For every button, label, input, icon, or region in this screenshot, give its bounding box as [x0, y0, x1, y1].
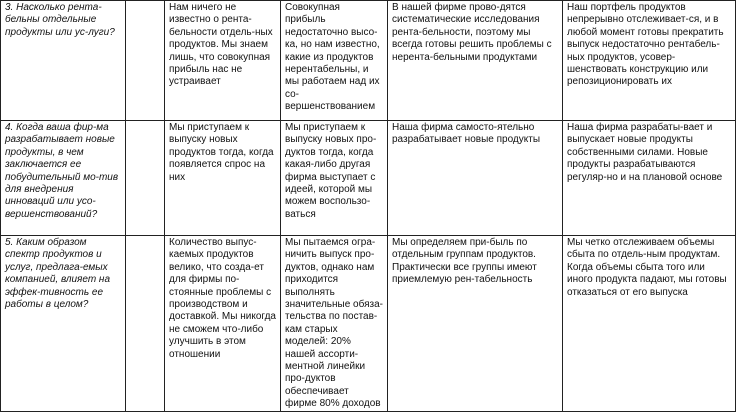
answer-cell: [165, 236, 281, 412]
question-text: 4. Когда ваша фир-ма разрабатывает новые продукты, в чем заключается ее побудительный мо-тив для внедрения инноваций или усо-вершенствований?: [5, 122, 119, 220]
table-row: [1, 1, 736, 121]
answer-text: Совокупная прибыль недостаточно высо-ка, но нам известно, какие из продуктов нерентабельны, и мы работаем над их со-вершенствованием: [285, 2, 380, 113]
answer-cell: [563, 1, 736, 121]
question-text: 3. Насколько рента-бельны отдельные продукты или ус-луги?: [5, 2, 115, 38]
answer-cell: [563, 121, 736, 236]
empty-cell: [126, 1, 165, 121]
question-cell: [1, 121, 126, 236]
answer-text: Мы пытаемся огра-ничить выпуск про-дуктов, однако нам приходится выполнять значительные обяза-тельства по постав-кам старых моделей: 20% нашей ассорти-ментной линейки про-дуктов обеспечивает фирме 80% доходов: [285, 237, 383, 410]
answer-cell: [388, 236, 563, 412]
answer-cell: [388, 1, 563, 121]
answer-cell: [281, 121, 388, 236]
answer-text: Мы приступаем к выпуску новых продуктов тогда, когда появляется спрос на них: [169, 122, 274, 183]
answer-text: Нам ничего не известно о рента-бельности отдель-ных продуктов. Мы знаем лишь, что совокупная прибыль нас не устраивает: [169, 2, 273, 88]
answer-text: Мы четко отслеживаем объемы сбыта по отдель-ным продуктам. Когда объемы сбыта того или иного продукта падают, мы готовы отказаться от его выпуска: [567, 237, 727, 298]
table-row: [1, 236, 736, 412]
answer-text: Мы определяем при-быль по отдельным группам продуктов. Практически все группы имеют приемлемую рен-табельность: [392, 237, 537, 286]
answer-text: Наша фирма самосто-ятельно разрабатывает новые продукты: [392, 122, 541, 146]
empty-cell: [126, 121, 165, 236]
question-cell: [1, 1, 126, 121]
answer-text: Наш портфель продуктов непрерывно отслеживает-ся, и в любой момент готовы прекратить выпуск недостаточно рентабель-ных продуктов, усовер-шенствовать конструкцию или репозиционировать их: [567, 2, 724, 88]
answer-cell: [281, 236, 388, 412]
answer-cell: [165, 121, 281, 236]
answer-cell: [388, 121, 563, 236]
answer-cell: [281, 1, 388, 121]
answer-cell: [165, 1, 281, 121]
answer-text: Наша фирма разрабаты-вает и выпускает новые продукты собственными силами. Новые продукты разрабатываются регуляр-но и на плановой основе: [567, 122, 723, 183]
table-row: [1, 121, 736, 236]
answer-cell: [563, 236, 736, 412]
question-cell: [1, 236, 126, 412]
answer-text: Мы приступаем к выпуску новых про-дуктов тогда, когда какая-либо другая фирма выступает с идеей, которой мы можем воспользо-ваться: [285, 122, 377, 220]
question-text: 5. Каким образом спектр продуктов и услуг, предлага-емых компанией, влияет на эффек-тивность ее работы в целом?: [5, 237, 110, 311]
empty-cell: [126, 236, 165, 412]
answer-text: Количество выпус-каемых продуктов велико, что созда-ет для фирмы по-стоянные проблемы с производством и доставкой. Мы никогда не сможем что-либо улучшить в этом отношении: [169, 237, 276, 360]
answer-text: В нашей фирме прово-дятся систематические исследования рента-бельности, поэтому мы всегда готовы решить проблемы с нерента-бельными продуктами: [392, 2, 552, 63]
